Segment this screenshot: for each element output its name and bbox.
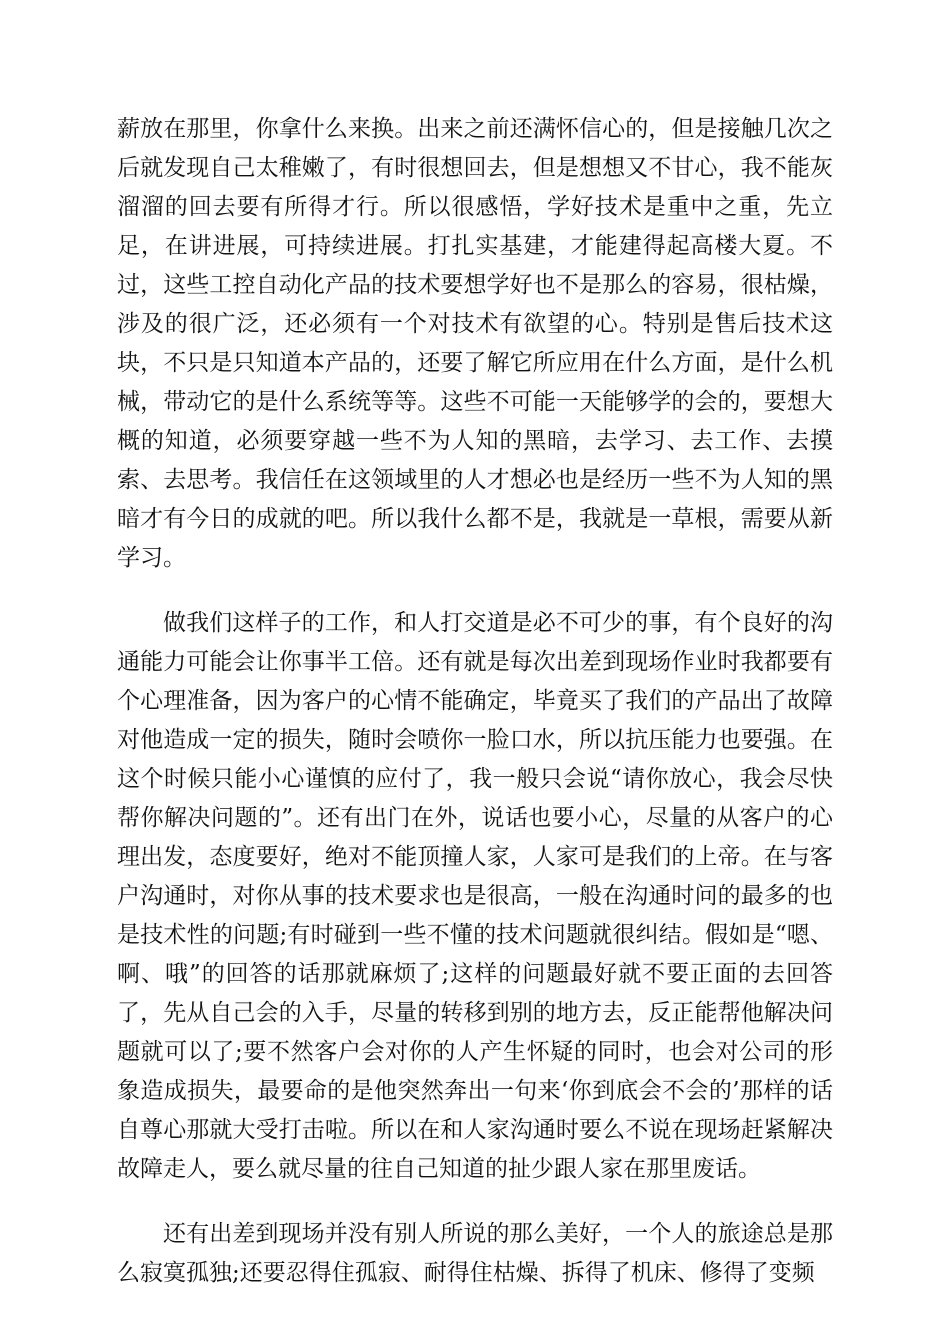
body-text <box>117 110 833 1293</box>
paragraph-1: 薪放在那里，你拿什么来换。出来之前还满怀信心的，但是接触几次之后就发现自己太稚嫩了，有时很想回去，但是想想又不甘心，我不能灰溜溜的回去要有所得才行。所以很感悟，学好技术是重中之重，先立足，在讲进展，可持续进展。打扎实基建，才能建得起高楼大夏。不过，这些工控自动化产品的技术要想学好也不是那么的容易，很枯燥，涉及的很广泛，还必须有一个对技术有欲望的心。特别是售后技术这块，不只是只知道本产品的，还要了解它所应用在什么方面，是什么机械，带动它的是什么系统等等。这些不可能一天能够学的会的，要想大概的知道，必须要穿越一些不为人知的黑暗，去学习、去工作、去摸索、去思考。我信任在这领域里的人才想必也是经历一些不为人知的黑暗才有今日的成就的吧。所以我什么都不是，我就是一草根，需要从新学习。 <box>117 116 833 571</box>
paragraph-2: 做我们这样子的工作，和人打交道是必不可少的事，有个良好的沟通能力可能会让你事半工倍。还有就是每次出差到现场作业时我都要有个心理准备，因为客户的心情不能确定，毕竟买了我们的产品出了故障对他造成一定的损失，随时会喷你一脸口水，所以抗压能力也要强。在这个时候只能小心谨慎的应付了，我一般只会说“请你放心，我会尽快帮你解决问题的”。还有出门在外，说话也要小心，尽量的从客户的心理出发，态度要好，绝对不能顶撞人家，人家可是我们的上帝。在与客户沟通时，对你从事的技术要求也是很高，一般在沟通时问的最多的也是技术性的问题;有时碰到一些不懂的技术问题就很纠结。假如是“嗯、啊、哦”的回答的话那就麻烦了;这样的问题最好就不要正面的去回答了，先从自己会的入手，尽量的转移到别的地方去，反正能帮他解决问题就可以了;要不然客户会对你的人产生怀疑的同时，也会对公司的形象造成损失，最要命的是他突然奔出一句来‘你到底会不会的’那样的话自尊心那就大受打击啦。所以在和人家沟通时要么不说在现场赶紧解决故障走人，要么就尽量的往自己知道的扯少跟人家在那里废话。 <box>117 610 833 1182</box>
paragraph-3: 还有出差到现场并没有别人所说的那么美好，一个人的旅途总是那么寂寞孤独;还要忍得住孤寂、耐得住枯燥、拆得了机床、修得了变频 <box>117 1221 833 1286</box>
